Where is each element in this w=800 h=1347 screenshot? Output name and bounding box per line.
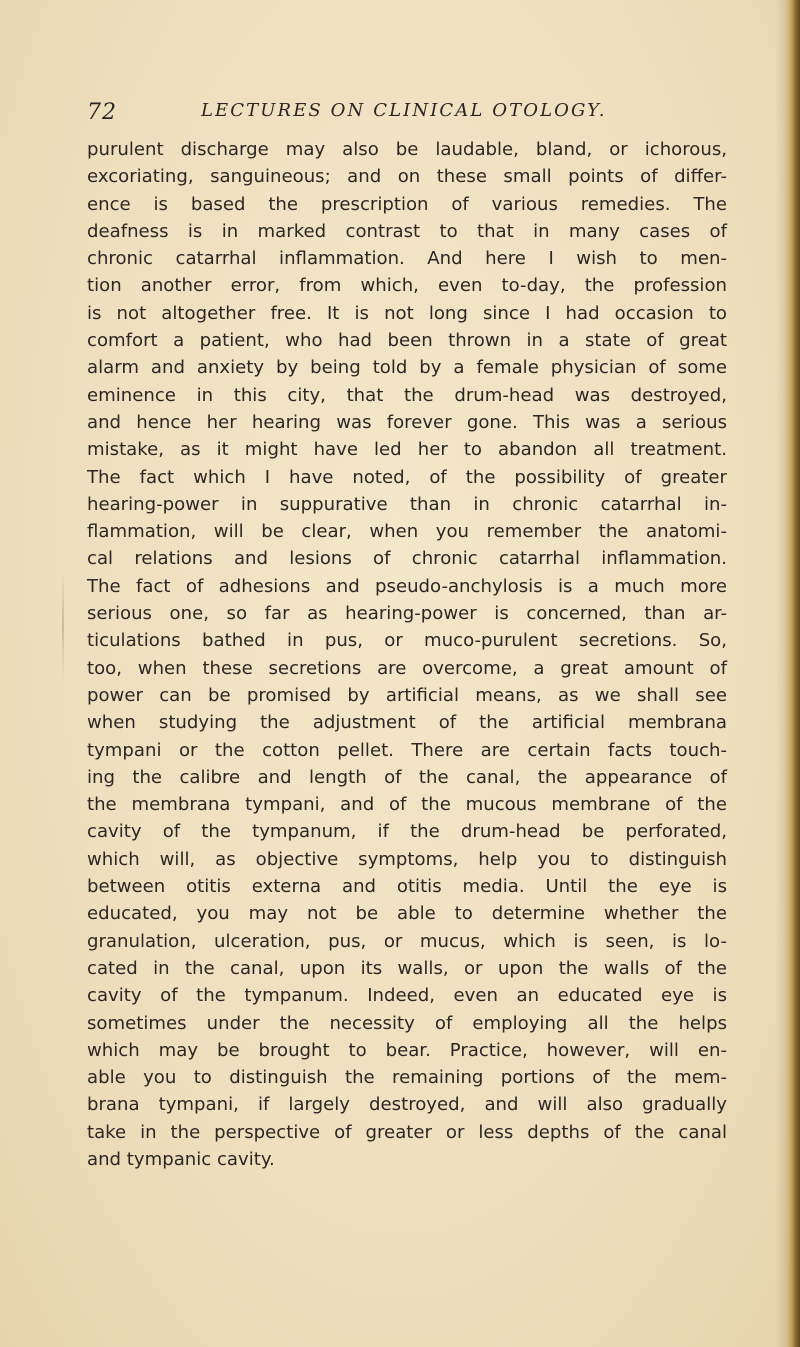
margin-mark (62, 570, 64, 680)
text-line: ence is based the prescription of various remedies. The (87, 193, 727, 215)
text-line: tympani or the cotton pellet. There are certain facts touch- (87, 739, 727, 761)
text-line: ing the calibre and length of the canal, the appearance of (87, 766, 727, 788)
text-line: which will, as objective symptoms, help you to distinguish (87, 848, 727, 870)
running-head: LECTURES ON CLINICAL OTOLOGY. (201, 100, 607, 121)
text-line: cavity of the tympanum, if the drum-head be perforated, (87, 821, 727, 843)
body-paragraph (87, 136, 727, 1173)
text-line: between otitis externa and otitis media. Until the eye is (87, 876, 727, 898)
text-line: the membrana tympani, and of the mucous membrane of the (87, 794, 727, 816)
text-line: able you to distinguish the remaining portions of the mem- (87, 1067, 727, 1089)
text-line: serious one, so far as hearing-power is concerned, than ar- (87, 603, 727, 625)
text-line: The fact which I have noted, of the possibility of greater (87, 466, 727, 488)
text-line: brana tympani, if largely destroyed, and will also gradually (87, 1094, 727, 1116)
text-line: excoriating, sanguineous; and on these small points of differ- (87, 166, 727, 188)
text-line: which may be brought to bear. Practice, however, will en- (87, 1039, 727, 1061)
text-line: tion another error, from which, even to-day, the profession (87, 275, 727, 297)
text-line: comfort a patient, who had been thrown in a state of great (87, 330, 727, 352)
text-line: when studying the adjustment of the artificial membrana (87, 712, 727, 734)
text-line: purulent discharge may also be laudable, bland, or ichorous, (87, 139, 727, 160)
text-line: deafness is in marked contrast to that in many cases of (87, 220, 727, 242)
page-gilt-edge (786, 0, 800, 1347)
text-line: cal relations and lesions of chronic catarrhal inflammation. (87, 548, 727, 570)
text-line: and tympanic cavity. (87, 1148, 275, 1170)
text-line: sometimes under the necessity of employing all the helps (87, 1012, 727, 1034)
page-number: 72 (87, 100, 117, 125)
text-line: flammation, will be clear, when you remember the anatomi- (87, 521, 727, 543)
text-line: mistake, as it might have led her to abandon all treatment. (87, 439, 727, 461)
text-line: take in the perspective of greater or less depths of the canal (87, 1121, 727, 1143)
text-line: eminence in this city, that the drum-head was destroyed, (87, 384, 727, 406)
text-line: educated, you may not be able to determine whether the (87, 903, 727, 925)
text-line: cated in the canal, upon its walls, or upon the walls of the (87, 957, 727, 979)
text-line: ticulations bathed in pus, or muco-purulent secretions. So, (87, 630, 727, 652)
page-edge-shadow (776, 0, 786, 1347)
text-line: The fact of adhesions and pseudo-anchylosis is a much more (87, 575, 727, 597)
text-line: is not altogether free. It is not long since I had occasion to (87, 302, 727, 324)
text-line: hearing-power in suppurative than in chronic catarrhal in- (87, 493, 727, 515)
page-header (87, 100, 687, 130)
text-line: power can be promised by artificial means, as we shall see (87, 684, 727, 706)
text-line: too, when these secretions are overcome, a great amount of (87, 657, 727, 679)
text-line: alarm and anxiety by being told by a female physician of some (87, 357, 727, 379)
text-line: granulation, ulceration, pus, or mucus, which is seen, is lo- (87, 930, 727, 952)
text-line: and hence her hearing was forever gone. This was a serious (87, 411, 727, 433)
text-line: chronic catarrhal inflammation. And here I wish to men- (87, 248, 727, 270)
text-line: cavity of the tympanum. Indeed, even an educated eye is (87, 985, 727, 1007)
